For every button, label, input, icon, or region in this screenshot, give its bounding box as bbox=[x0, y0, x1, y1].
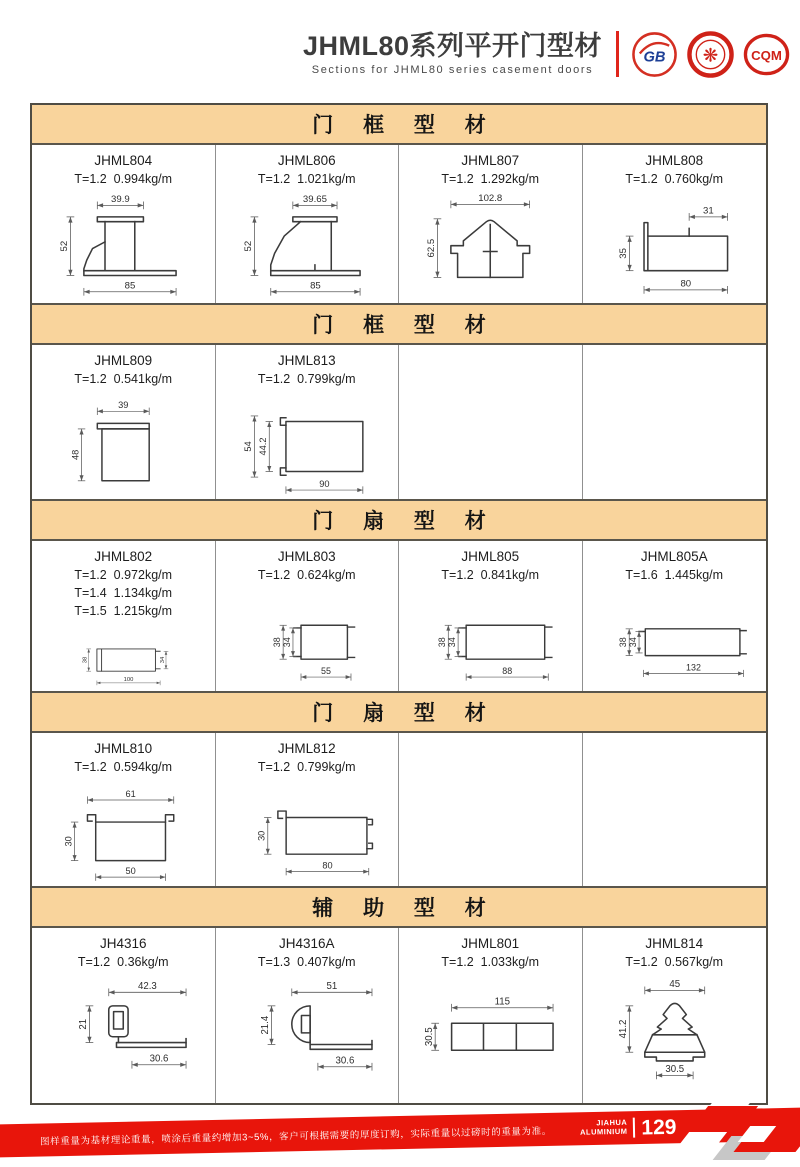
section-header: 门 框 型 材 bbox=[32, 303, 766, 345]
profile-row bbox=[32, 541, 766, 691]
profile-id: JHML805 bbox=[461, 549, 520, 564]
profile-row bbox=[32, 145, 766, 303]
flower-logo-glyph: ❋ bbox=[702, 43, 719, 65]
dimension-label: 88 bbox=[502, 665, 513, 676]
dimension-label: 30 bbox=[63, 835, 74, 847]
profile-cell bbox=[32, 541, 216, 691]
profile-id: JHML803 bbox=[277, 549, 336, 564]
profile-cell bbox=[399, 145, 583, 303]
profile-drawing bbox=[32, 778, 215, 886]
profile-id: JH4316 bbox=[99, 936, 147, 951]
profile-id: JHML804 bbox=[94, 153, 153, 168]
profile-drawing bbox=[583, 190, 767, 303]
profile-id: JH4316A bbox=[278, 936, 335, 951]
dimension-label: 34 bbox=[281, 636, 292, 647]
profile-id: JHML808 bbox=[645, 153, 704, 168]
dimension-label: 44.2 bbox=[257, 437, 268, 456]
profile-row bbox=[32, 733, 766, 886]
profile-drawing bbox=[216, 973, 399, 1087]
dimension-label: 21.4 bbox=[259, 1015, 271, 1035]
profile-catalog-table bbox=[30, 103, 768, 1105]
dimension-label: 115 bbox=[494, 996, 511, 1008]
dimension-label: 54 bbox=[242, 441, 253, 452]
dimension-label: 30 bbox=[256, 830, 267, 841]
dimension-label: 42.3 bbox=[138, 980, 157, 992]
profile-cell bbox=[32, 733, 216, 886]
profile-drawing bbox=[32, 973, 215, 1087]
profile-drawing bbox=[216, 390, 399, 499]
dimension-label: 34 bbox=[159, 656, 166, 664]
profile-drawing bbox=[399, 190, 582, 303]
gb-logo-text: GB bbox=[643, 48, 666, 65]
profile-spec: T=1.2 0.972kg/m bbox=[74, 567, 173, 582]
section-header: 门 扇 型 材 bbox=[32, 691, 766, 733]
section-header: 门 框 型 材 bbox=[32, 105, 766, 145]
profile-cell bbox=[32, 345, 216, 499]
profile-spec: T=1.4 1.134kg/m bbox=[74, 585, 173, 600]
dimension-label: 51 bbox=[326, 980, 337, 992]
brand-line1: JIAHUA bbox=[596, 1118, 628, 1128]
profile-id: JHML807 bbox=[461, 153, 520, 168]
gb-certification-logo-icon bbox=[631, 31, 678, 78]
dimension-label: 39.9 bbox=[111, 193, 130, 205]
cqm-logo-text: CQM bbox=[751, 47, 782, 63]
dimension-label: 30.5 bbox=[664, 1063, 684, 1075]
profile-spec: T=1.2 1.021kg/m bbox=[257, 171, 356, 186]
profile-id: JHML802 bbox=[94, 549, 153, 564]
header-divider bbox=[616, 31, 619, 77]
profile-drawing bbox=[399, 973, 582, 1087]
profile-row bbox=[32, 928, 766, 1103]
dimension-label: 132 bbox=[685, 662, 701, 673]
brand-divider bbox=[633, 1118, 635, 1138]
dimension-label: 30.5 bbox=[423, 1027, 435, 1046]
profile-id: JHML814 bbox=[645, 936, 704, 951]
profile-drawing bbox=[399, 586, 582, 691]
profile-spec: T=1.2 0.541kg/m bbox=[74, 371, 173, 386]
dimension-label: 50 bbox=[125, 865, 136, 876]
dimension-label: 38 bbox=[617, 636, 628, 647]
profile-id: JHML801 bbox=[461, 936, 520, 951]
profile-cell bbox=[32, 928, 216, 1103]
dimension-label: 62.5 bbox=[426, 238, 438, 258]
profile-id: JHML806 bbox=[277, 153, 336, 168]
dimension-label: 85 bbox=[124, 280, 136, 292]
brand-group bbox=[580, 1116, 677, 1139]
profile-cell bbox=[216, 145, 400, 303]
profile-spec: T=1.2 0.841kg/m bbox=[441, 567, 540, 582]
profile-cell bbox=[216, 928, 400, 1103]
profile-spec: T=1.5 1.215kg/m bbox=[74, 603, 173, 618]
profile-spec: T=1.6 1.445kg/m bbox=[625, 567, 724, 582]
profile-spec: T=1.2 0.994kg/m bbox=[74, 171, 173, 186]
profile-id: JHML813 bbox=[277, 353, 336, 368]
profile-spec: T=1.2 1.033kg/m bbox=[441, 954, 540, 969]
section-header: 门 扇 型 材 bbox=[32, 499, 766, 541]
profile-cell bbox=[216, 345, 400, 499]
profile-drawing bbox=[32, 622, 215, 691]
empty-cell bbox=[399, 733, 583, 886]
dimension-label: 38 bbox=[437, 636, 448, 647]
dimension-label: 41.2 bbox=[617, 1019, 629, 1039]
dimension-label: 48 bbox=[70, 449, 81, 460]
dimension-label: 80 bbox=[321, 860, 333, 871]
empty-cell bbox=[583, 733, 767, 886]
brand-name bbox=[580, 1119, 628, 1137]
profile-drawing bbox=[583, 973, 767, 1087]
profile-drawing bbox=[216, 190, 399, 303]
dimension-label: 61 bbox=[125, 788, 136, 799]
profile-id: JHML812 bbox=[277, 741, 336, 756]
dimension-label: 102.8 bbox=[478, 192, 503, 204]
dimension-label: 52 bbox=[242, 240, 254, 252]
dimension-label: 38 bbox=[271, 636, 282, 647]
page-number: 129 bbox=[641, 1115, 677, 1139]
profile-cell bbox=[216, 733, 400, 886]
footer-note: 图样重量为基材理论重量，喷涂后重量约增加3~5%，客户可根据需要的厚度订购，实际重量以过磅时的重量为准。 bbox=[39, 1125, 552, 1148]
profile-id: JHML809 bbox=[94, 353, 153, 368]
empty-cell bbox=[583, 345, 767, 499]
profile-id: JHML810 bbox=[94, 741, 153, 756]
dimension-label: 34 bbox=[627, 636, 638, 647]
brand-line2: ALUMINIUM bbox=[579, 1126, 628, 1137]
dimension-label: 85 bbox=[309, 280, 321, 292]
profile-drawing bbox=[216, 586, 399, 691]
profile-drawing bbox=[583, 586, 767, 691]
profile-row bbox=[32, 345, 766, 499]
title-block bbox=[303, 32, 602, 77]
dimension-label: 30.6 bbox=[335, 1055, 354, 1067]
dimension-label: 21 bbox=[78, 1018, 90, 1030]
profile-spec: T=1.3 0.407kg/m bbox=[257, 954, 356, 969]
dimension-label: 38 bbox=[82, 656, 89, 664]
profile-spec: T=1.2 0.799kg/m bbox=[257, 371, 356, 386]
profile-cell bbox=[399, 541, 583, 691]
certification-flower-logo-icon bbox=[687, 31, 734, 78]
empty-cell bbox=[399, 345, 583, 499]
profile-id: JHML805A bbox=[640, 549, 708, 564]
dimension-label: 55 bbox=[320, 665, 331, 676]
profile-spec: T=1.2 1.292kg/m bbox=[441, 171, 540, 186]
profile-drawing bbox=[32, 390, 215, 499]
page-footer bbox=[0, 1100, 800, 1167]
dimension-label: 30.6 bbox=[149, 1053, 169, 1065]
page-subtitle: Sections for JHML80 series casement doors bbox=[311, 64, 594, 77]
dimension-label: 52 bbox=[59, 240, 71, 252]
dimension-label: 39 bbox=[118, 399, 129, 410]
dimension-label: 90 bbox=[318, 478, 330, 489]
profile-cell bbox=[216, 541, 400, 691]
profile-spec: T=1.2 0.799kg/m bbox=[257, 759, 356, 774]
page-header bbox=[0, 22, 790, 86]
profile-cell bbox=[583, 928, 767, 1103]
profile-spec: T=1.2 0.567kg/m bbox=[625, 954, 724, 969]
dimension-label: 39.65 bbox=[302, 193, 327, 205]
profile-spec: T=1.2 0.36kg/m bbox=[77, 954, 169, 969]
dimension-label: 35 bbox=[617, 247, 629, 259]
profile-cell bbox=[399, 928, 583, 1103]
dimension-label: 100 bbox=[123, 676, 134, 683]
dimension-label: 45 bbox=[668, 978, 680, 990]
profile-spec: T=1.2 0.624kg/m bbox=[257, 567, 356, 582]
profile-cell bbox=[583, 541, 767, 691]
cqm-certification-logo-icon bbox=[743, 31, 790, 78]
profile-spec: T=1.2 0.760kg/m bbox=[625, 171, 724, 186]
profile-spec: T=1.2 0.594kg/m bbox=[74, 759, 173, 774]
dimension-label: 80 bbox=[679, 278, 691, 290]
dimension-label: 34 bbox=[446, 636, 457, 647]
dimension-label: 31 bbox=[702, 205, 714, 217]
profile-drawing bbox=[216, 778, 399, 886]
certification-logos bbox=[631, 31, 790, 78]
profile-cell bbox=[32, 145, 216, 303]
page-title: JHML80系列平开门型材 bbox=[302, 30, 602, 61]
profile-drawing bbox=[32, 190, 215, 303]
section-header: 辅 助 型 材 bbox=[32, 886, 766, 928]
profile-cell bbox=[583, 145, 767, 303]
